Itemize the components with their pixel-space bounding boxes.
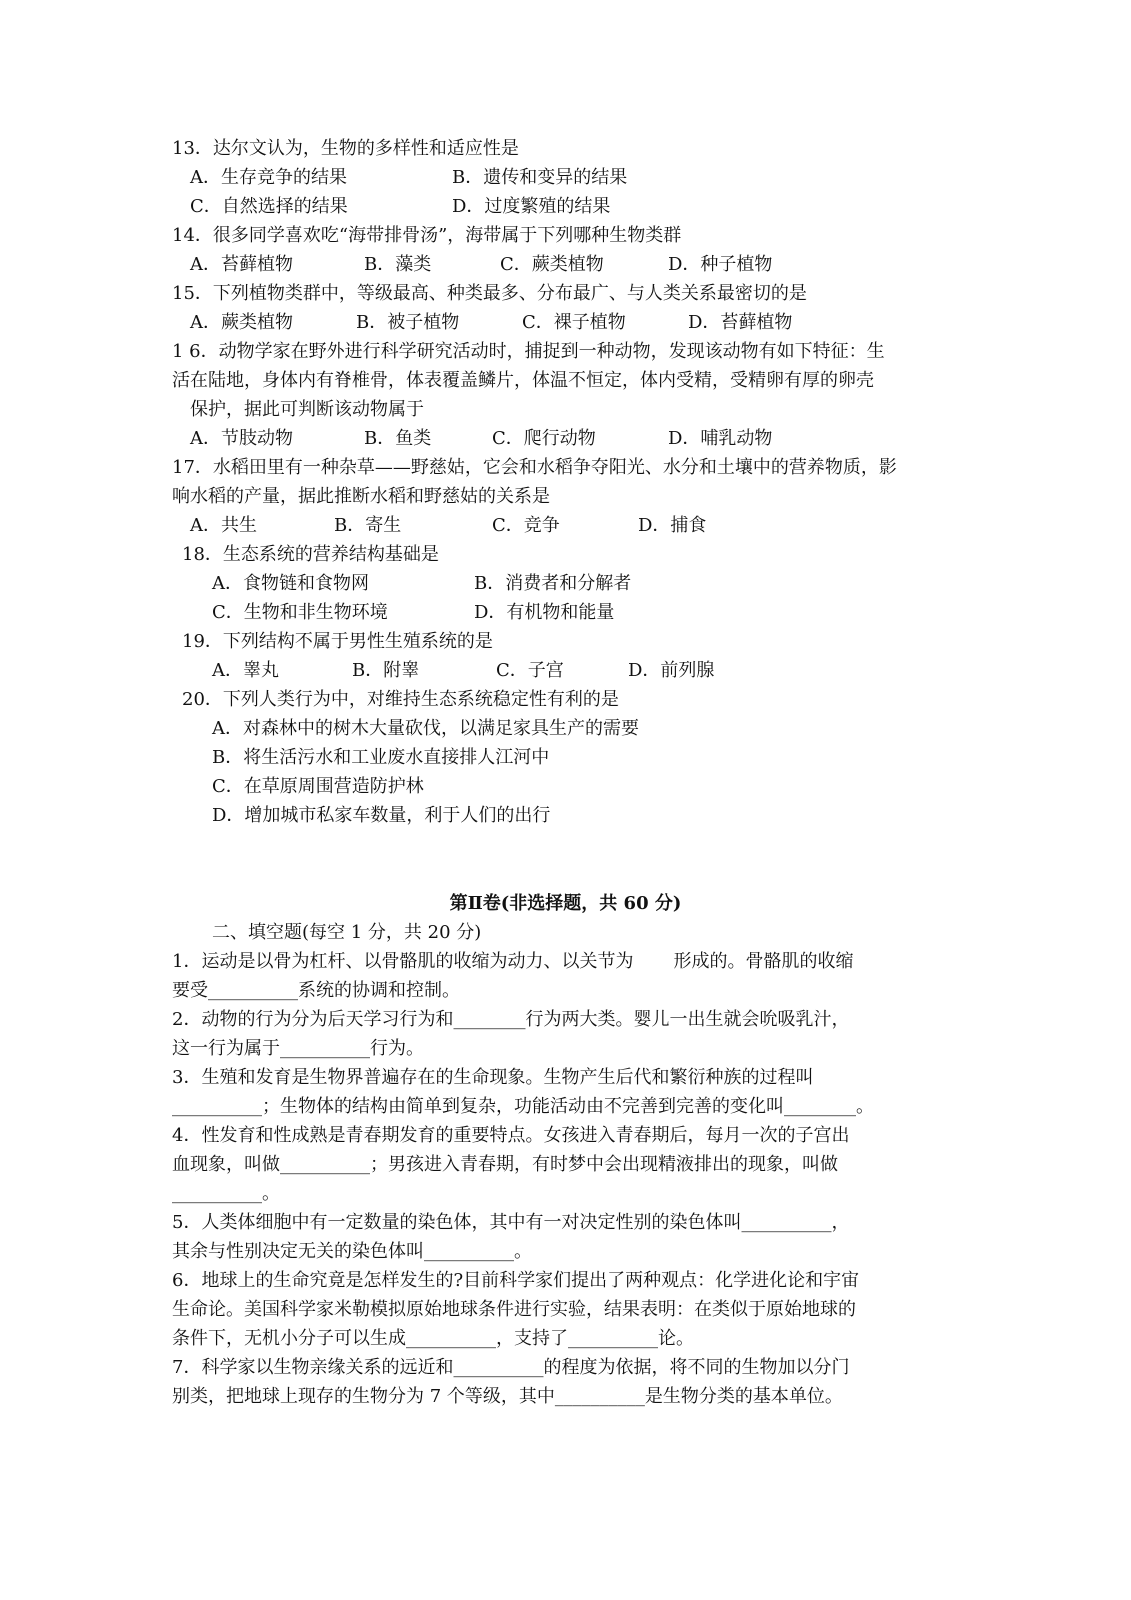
question-19: 19．下列结构不属于男性生殖系统的是 (182, 631, 493, 652)
q13-option-b: B．遗传和变异的结果 (452, 167, 628, 188)
q18-option-c: C．生物和非生物环境 (212, 602, 388, 623)
fill-question-2: 2．动物的行为分为后天学习行为和________行为两大类。婴儿一出生就会吮吸乳汁， (172, 1009, 850, 1030)
q13-option-d: D．过度繁殖的结果 (452, 196, 611, 217)
fill-question-7: 7．科学家以生物亲缘关系的远近和__________的程度为依据，将不同的生物加以分门 (172, 1357, 850, 1378)
q20-option-c: C．在草原周围营造防护林 (212, 776, 424, 797)
q14-option-a: A．苔藓植物 (190, 254, 293, 275)
question-18: 18．生态系统的营养结构基础是 (182, 544, 439, 565)
question-16-line-2: 活在陆地，身体内有脊椎骨，体表覆盖鳞片，体温不恒定，体内受精，受精卵有厚的卵壳 (172, 370, 874, 391)
fill-question-4-line-2: 血现象，叫做__________；男孩进入青春期，有时梦中会出现精液排出的现象，叫做 (172, 1154, 838, 1175)
question-15: 15．下列植物类群中，等级最高、种类最多、分布最广、与人类关系最密切的是 (172, 283, 807, 304)
q13-option-c: C．自然选择的结果 (190, 196, 348, 217)
q19-option-b: B．附睾 (352, 660, 420, 681)
fill-question-3: 3．生殖和发育是生物界普遍存在的生命现象。生物产生后代和繁衍种族的过程叫 (172, 1067, 814, 1088)
q15-option-b: B．被子植物 (356, 312, 460, 333)
section-title: 第Ⅱ卷(非选择题，共 60 分) (449, 893, 682, 914)
question-16-line-3: 保护，据此可判断该动物属于 (190, 399, 424, 420)
fill-question-2-line-2: 这一行为属于__________行为。 (172, 1038, 424, 1059)
fill-question-3-line-2: __________；生物体的结构由简单到复杂，功能活动由不完善到完善的变化叫________。 (172, 1096, 874, 1117)
q16-option-d: D．哺乳动物 (668, 428, 773, 449)
q17-option-c: C．竞争 (492, 515, 560, 536)
fill-question-6: 6．地球上的生命究竟是怎样发生的?目前科学家们提出了两种观点：化学进化论和宇宙 (172, 1270, 860, 1291)
fill-question-4: 4．性发育和性成熟是青春期发育的重要特点。女孩进入青春期后，每月一次的子宫出 (172, 1125, 850, 1146)
section-subtitle: 二、填空题(每空 1 分，共 20 分) (212, 922, 482, 943)
fill-question-5-line-2: 其余与性别决定无关的染色体叫__________。 (172, 1241, 532, 1262)
fill-question-5: 5．人类体细胞中有一定数量的染色体，其中有一对决定性别的染色体叫__________， (172, 1212, 850, 1233)
q16-option-a: A．节肢动物 (190, 428, 293, 449)
q19-option-c: C．子宫 (496, 660, 564, 681)
q16-option-b: B．鱼类 (364, 428, 432, 449)
q13-option-a: A．生存竞争的结果 (190, 167, 347, 188)
question-17-line-2: 响水稻的产量，据此推断水稻和野慈姑的关系是 (172, 486, 550, 507)
q19-option-d: D．前列腺 (628, 660, 715, 681)
q20-option-d: D．增加城市私家车数量，利于人们的出行 (212, 805, 551, 826)
q14-option-c: C．蕨类植物 (500, 254, 604, 275)
q18-option-b: B．消费者和分解者 (474, 573, 632, 594)
q18-option-a: A．食物链和食物网 (212, 573, 369, 594)
question-14: 14．很多同学喜欢吃“海带排骨汤”，海带属于下列哪种生物类群 (172, 225, 682, 246)
fill-question-7-line-2: 别类，把地球上现存的生物分为 7 个等级，其中__________是生物分类的基本单位。 (172, 1386, 843, 1407)
q20-option-a: A．对森林中的树木大量砍伐，以满足家具生产的需要 (212, 718, 639, 739)
question-17: 17．水稻田里有一种杂草——野慈姑，它会和水稻争夺阳光、水分和土壤中的营养物质，影 (172, 457, 897, 478)
fill-question-1: 1．运动是以骨为杠杆、以骨骼肌的收缩为动力、以关节为 形成的。骨骼肌的收缩 (172, 951, 854, 972)
q17-option-b: B．寄生 (334, 515, 402, 536)
question-20: 20．下列人类行为中，对维持生态系统稳定性有利的是 (182, 689, 619, 710)
question-13: 13．达尔文认为，生物的多样性和适应性是 (172, 138, 519, 159)
q15-option-d: D．苔藓植物 (688, 312, 793, 333)
q17-option-a: A．共生 (190, 515, 257, 536)
q15-option-a: A．蕨类植物 (190, 312, 293, 333)
q14-option-b: B．藻类 (364, 254, 432, 275)
q18-option-d: D．有机物和能量 (474, 602, 615, 623)
fill-question-6-line-2: 生命论。美国科学家米勒模拟原始地球条件进行实验，结果表明：在类似于原始地球的 (172, 1299, 856, 1320)
q20-option-b: B．将生活污水和工业废水直接排人江河中 (212, 747, 550, 768)
question-16: 1 6．动物学家在野外进行科学研究活动时，捕捉到一种动物，发现该动物有如下特征：生 (172, 341, 885, 362)
q15-option-c: C．裸子植物 (522, 312, 626, 333)
fill-question-6-line-3: 条件下，无机小分子可以生成__________，支持了__________论。 (172, 1328, 694, 1349)
q19-option-a: A．睾丸 (212, 660, 279, 681)
q17-option-d: D．捕食 (638, 515, 707, 536)
q14-option-d: D．种子植物 (668, 254, 773, 275)
fill-question-4-line-3: __________。 (172, 1183, 280, 1204)
q16-option-c: C．爬行动物 (492, 428, 596, 449)
fill-question-1-line-2: 要受__________系统的协调和控制。 (172, 980, 460, 1001)
